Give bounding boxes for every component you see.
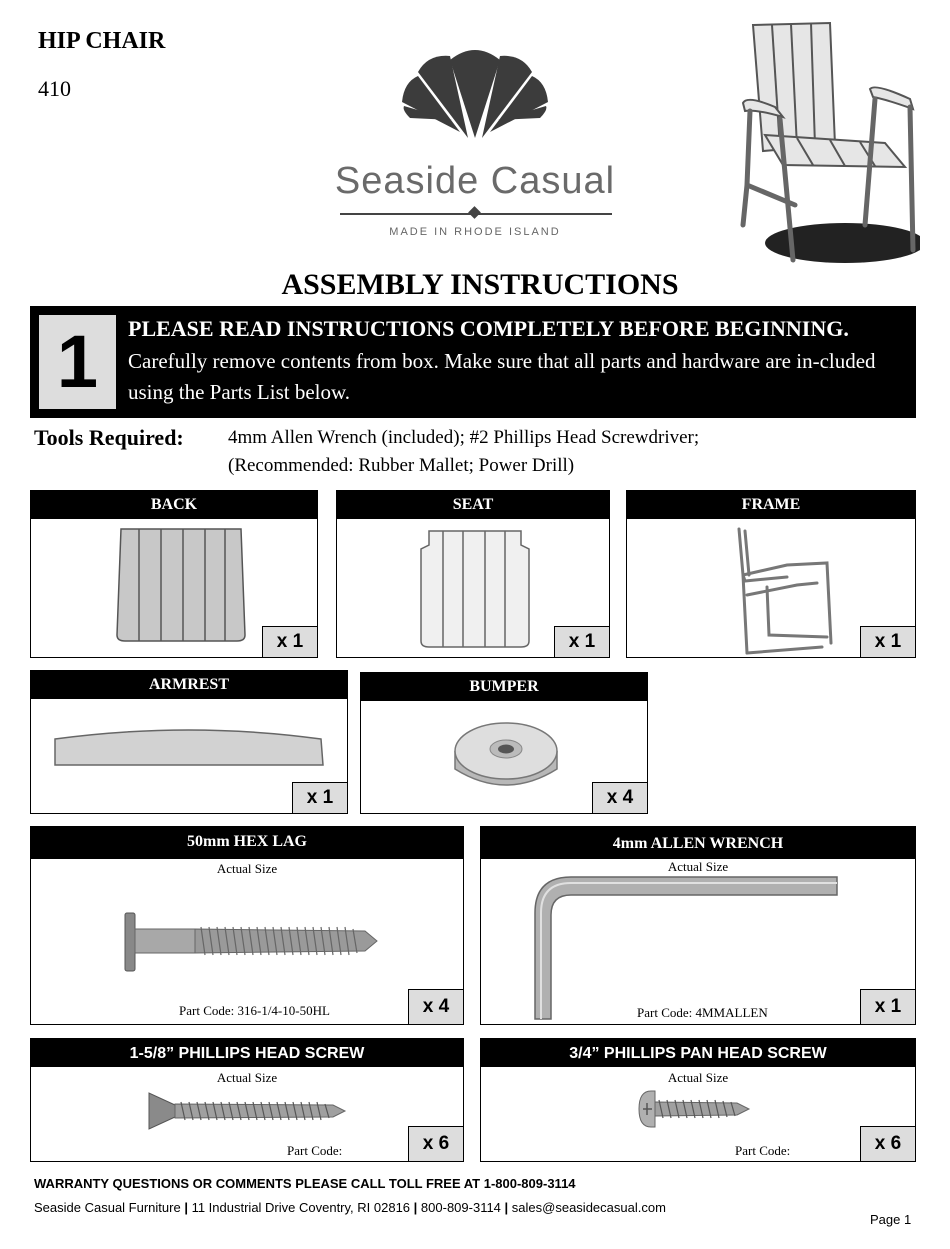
step-1-banner — [30, 306, 916, 418]
bumper-icon — [451, 711, 561, 801]
part-seat-label: SEAT — [337, 491, 609, 519]
back-panel-icon — [111, 525, 251, 645]
part-hex-lag-qty: x 4 — [408, 989, 463, 1024]
flat-head-screw-icon — [147, 1091, 347, 1131]
brand-name: Seaside Casual — [334, 160, 616, 202]
part-hex-lag-label: 50mm HEX LAG — [31, 827, 463, 859]
allen-part-code: Part Code: 4MMALLEN — [637, 1005, 768, 1020]
allen-wrench-icon — [521, 873, 841, 1023]
contact-footer — [34, 1200, 666, 1215]
page-number: Page 1 — [870, 1212, 912, 1227]
footer-separator: | — [184, 1200, 192, 1215]
pan-head-part-code: Part Code: — [735, 1143, 791, 1158]
hex-lag-part-code: Part Code: 316-1/4-10-50HL — [179, 1003, 330, 1018]
company-name: Seaside Casual Furniture — [34, 1200, 181, 1215]
frame-icon — [727, 525, 837, 655]
part-frame-qty: x 1 — [860, 626, 915, 657]
company-email[interactable]: sales@seasidecasual.com — [511, 1200, 666, 1215]
shell-icon — [300, 20, 650, 160]
part-armrest-qty: x 1 — [292, 782, 347, 813]
part-bumper — [360, 672, 648, 814]
chair-illustration — [735, 15, 920, 275]
footer-separator: | — [504, 1200, 512, 1215]
part-frame — [626, 490, 916, 658]
warranty-notice: WARRANTY QUESTIONS OR COMMENTS PLEASE CALL TOLL FREE AT 1-800-809-3114 — [34, 1176, 576, 1191]
part-armrest — [30, 670, 348, 814]
part-armrest-label: ARMREST — [31, 671, 347, 699]
step-body: Carefully remove contents from box. Make sure that all parts and hardware are in-cluded using the Parts List below. — [128, 349, 876, 404]
part-seat-qty: x 1 — [554, 626, 609, 657]
hex-lag-actual-size: Actual Size — [216, 861, 278, 876]
hex-lag-screw-icon — [121, 911, 381, 975]
brand-tagline: MADE IN RHODE ISLAND — [389, 226, 561, 238]
part-pan-head-screw — [480, 1038, 916, 1162]
tools-line-1: 4mm Allen Wrench (included); #2 Phillips Head Screwdriver; — [228, 427, 700, 448]
part-phillips-head-screw — [30, 1038, 464, 1162]
footer-separator: | — [413, 1200, 421, 1215]
part-phillips-head-label: 1-5/8” PHILLIPS HEAD SCREW — [31, 1039, 463, 1067]
seat-panel-icon — [415, 527, 535, 652]
pan-head-actual-size: Actual Size — [667, 1070, 729, 1085]
tools-line-2: (Recommended: Rubber Mallet; Power Drill) — [228, 455, 575, 476]
phillips-head-actual-size: Actual Size — [216, 1070, 278, 1085]
part-back-qty: x 1 — [262, 626, 317, 657]
part-hex-lag — [30, 826, 464, 1025]
logo-diamond — [468, 206, 481, 219]
product-name: HIP CHAIR — [38, 28, 166, 54]
part-phillips-head-qty: x 6 — [408, 1126, 463, 1161]
part-allen-label: 4mm ALLEN WRENCH — [481, 827, 915, 859]
tools-label: Tools Required: — [34, 425, 184, 450]
part-pan-head-label: 3/4” PHILLIPS PAN HEAD SCREW — [481, 1039, 915, 1067]
step-heading: PLEASE READ INSTRUCTIONS COMPLETELY BEFORE BEGINNING. — [128, 316, 849, 341]
page-title: ASSEMBLY INSTRUCTIONS — [281, 268, 679, 301]
part-back-label: BACK — [31, 491, 317, 519]
armrest-icon — [51, 723, 327, 773]
phillips-head-part-code: Part Code: — [287, 1143, 343, 1158]
tools-list — [228, 424, 699, 480]
company-phone: 800-809-3114 — [420, 1200, 501, 1215]
part-allen-qty: x 1 — [860, 989, 915, 1024]
allen-actual-size: Actual Size — [667, 859, 729, 874]
part-bumper-qty: x 4 — [592, 782, 647, 813]
brand-logo — [300, 20, 650, 238]
step-number: 1 — [39, 315, 116, 409]
part-bumper-label: BUMPER — [361, 673, 647, 701]
part-frame-label: FRAME — [627, 491, 915, 519]
part-back — [30, 490, 318, 658]
part-allen-wrench — [480, 826, 916, 1025]
part-seat — [336, 490, 610, 658]
pan-head-screw-icon — [637, 1087, 757, 1131]
product-number: 410 — [38, 76, 71, 101]
company-address: 11 Industrial Drive Coventry, RI 02816 — [191, 1200, 411, 1215]
part-pan-head-qty: x 6 — [860, 1126, 915, 1161]
